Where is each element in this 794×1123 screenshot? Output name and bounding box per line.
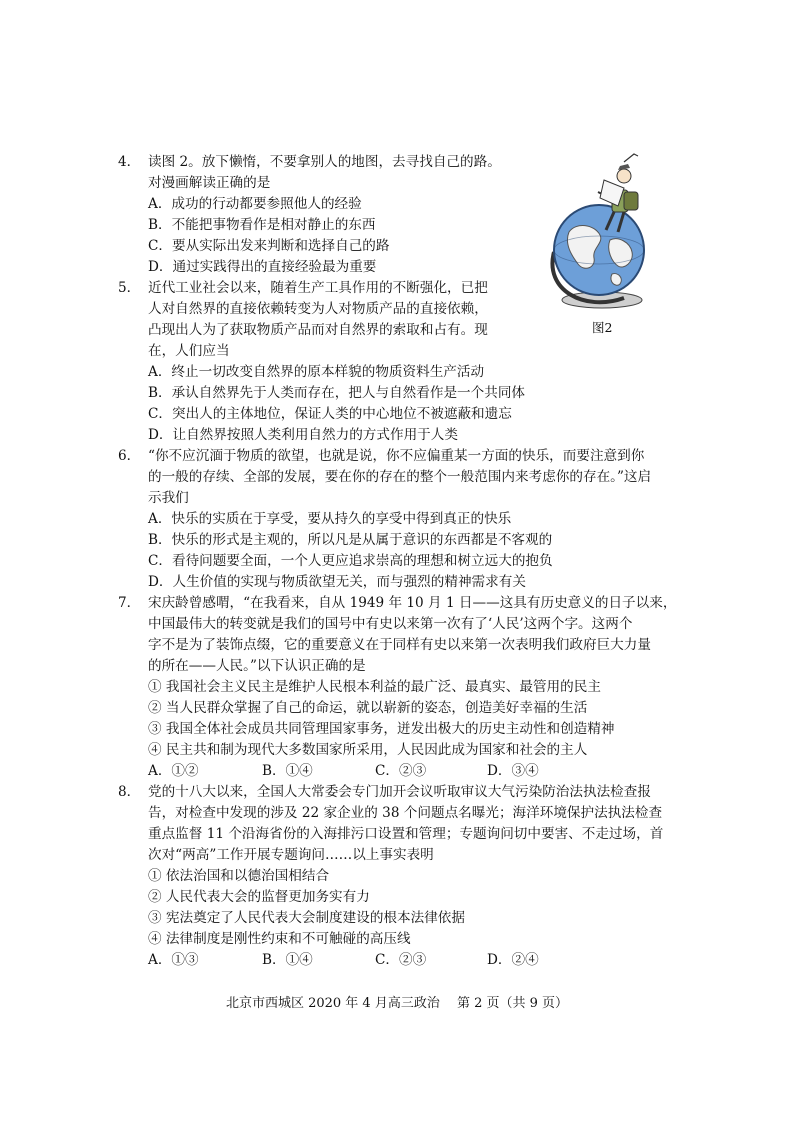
q7-answer-a: A．①② bbox=[148, 763, 199, 779]
q8-stem-line: 党的十八大以来，全国人大常委会专门加开会议听取审议大气污染防治法执法检查报 bbox=[148, 784, 651, 800]
q5-stem-line: 凸现出人为了获取物质产品而对自然界的索取和占有。现 bbox=[148, 322, 488, 338]
q6-option-a: A．快乐的实质在于享受，要从持久的享受中得到真正的快乐 bbox=[148, 511, 512, 527]
q7-item-2: ② 当人民群众掌握了自己的命运，就以崭新的姿态，创造美好幸福的生活 bbox=[148, 700, 588, 716]
q7-item-1: ① 我国社会主义民主是维护人民根本利益的最广泛、最真实、最管用的民主 bbox=[148, 679, 601, 695]
q8-item-1: ① 依法治国和以德治国相结合 bbox=[148, 868, 330, 884]
q5-stem-line: 近代工业社会以来，随着生产工具作用的不断强化，已把 bbox=[148, 280, 488, 296]
q4-option-d: D．通过实践得出的直接经验最为重要 bbox=[148, 259, 377, 275]
q8-number: 8． bbox=[118, 784, 141, 800]
q5-option-c: C．突出人的主体地位，保证人类的中心地位不被遮蔽和遗忘 bbox=[148, 406, 512, 422]
page-footer: 北京市西城区 2020 年 4 月高三政治 第 2 页（共 9 页） bbox=[225, 996, 569, 1011]
q5-stem-line: 在，人们应当 bbox=[148, 343, 230, 359]
q7-answer-b: B．①④ bbox=[262, 763, 313, 779]
q7-number: 7． bbox=[118, 595, 141, 611]
q8-answer-a: A．①③ bbox=[148, 952, 199, 968]
q5-option-b: B．承认自然界先于人类而存在，把人与自然看作是一个共同体 bbox=[148, 385, 526, 401]
q7-stem-line: 的所在——人民。”以下认识正确的是 bbox=[148, 658, 366, 674]
q8-item-4: ④ 法律制度是刚性约束和不可触碰的高压线 bbox=[148, 931, 411, 947]
q5-option-d: D．让自然界按照人类利用自然力的方式作用于人类 bbox=[148, 427, 458, 443]
q6-option-c: C．看待问题要全面，一个人更应追求崇高的理想和树立远大的抱负 bbox=[148, 553, 553, 569]
figure-caption: 图2 bbox=[592, 320, 613, 335]
q4-stem-line: 读图 2。放下懒惰，不要拿别人的地图，去寻找自己的路。 bbox=[148, 154, 501, 170]
q4-option-a: A．成功的行动都要参照他人的经验 bbox=[148, 196, 362, 212]
q6-number: 6． bbox=[118, 448, 141, 464]
q7-answer-c: C．②③ bbox=[375, 763, 427, 779]
q8-stem-line: 告，对检查中发现的涉及 22 家企业的 38 个问题点名曝光；海洋环境保护法执法检查 bbox=[148, 805, 663, 821]
q8-item-2: ② 人民代表大会的监督更加务实有力 bbox=[148, 889, 370, 905]
q4-option-b: B．不能把事物看作是相对静止的东西 bbox=[148, 217, 376, 233]
q8-answer-d: D．②④ bbox=[487, 952, 539, 968]
q7-item-4: ④ 民主共和制为现代大多数国家所采用，人民因此成为国家和社会的主人 bbox=[148, 742, 588, 758]
q4-number: 4． bbox=[118, 154, 141, 170]
q6-option-b: B．快乐的形式是主观的，所以凡是从属于意识的东西都是不客观的 bbox=[148, 532, 553, 548]
q4-stem-line: 对漫画解读正确的是 bbox=[148, 175, 271, 191]
q8-stem-line: 重点监督 11 个沿海省份的入海排污口设置和管理；专题询问切中要害、不走过场，首 bbox=[148, 826, 664, 842]
q6-stem-line: 的一般的存续、全部的发展，要在你的存在的整个一般范围内来考虑你的存在。”这启 bbox=[148, 469, 652, 485]
q8-answer-b: B．①④ bbox=[262, 952, 313, 968]
q8-stem-line: 次对“两高”工作开展专题询问……以上事实表明 bbox=[148, 847, 434, 863]
q6-stem-line: 示我们 bbox=[148, 490, 189, 506]
q5-stem-line: 人对自然界的直接依赖转变为人对物质产品的直接依赖， bbox=[148, 301, 488, 317]
q7-answer-d: D．③④ bbox=[487, 763, 539, 779]
q7-item-3: ③ 我国全体社会成员共同管理国家事务，迸发出极大的历史主动性和创造精神 bbox=[148, 721, 615, 737]
q5-option-a: A．终止一切改变自然界的原本样貌的物质资料生产活动 bbox=[148, 364, 485, 380]
q7-stem-line: 字不是为了装饰点缀，它的重要意义在于同样有史以来第一次表明我们政府巨大力量 bbox=[148, 637, 651, 653]
q8-item-3: ③ 宪法奠定了人民代表大会制度建设的根本法律依据 bbox=[148, 910, 465, 926]
q7-stem-line: 宋庆龄曾感喟，“在我看来，自从 1949 年 10 月 1 日——这具有历史意义的日子以来， bbox=[148, 595, 677, 611]
q7-stem-line: 中国最伟大的转变就是我们的国号中有史以来第一次有了‘人民’这两个字。这两个 bbox=[148, 616, 633, 632]
q6-stem-line: “你不应沉湎于物质的欲望，也就是说，你不应偏重某一方面的快乐，而要注意到你 bbox=[148, 448, 645, 464]
q6-option-d: D．人生价值的实现与物质欲望无关，而与强烈的精神需求有关 bbox=[148, 574, 526, 590]
q4-option-c: C．要从实际出发来判断和选择自己的路 bbox=[148, 238, 390, 254]
q5-number: 5． bbox=[118, 280, 141, 296]
cartoon-figure bbox=[514, 140, 679, 320]
q8-answer-c: C．②③ bbox=[375, 952, 427, 968]
